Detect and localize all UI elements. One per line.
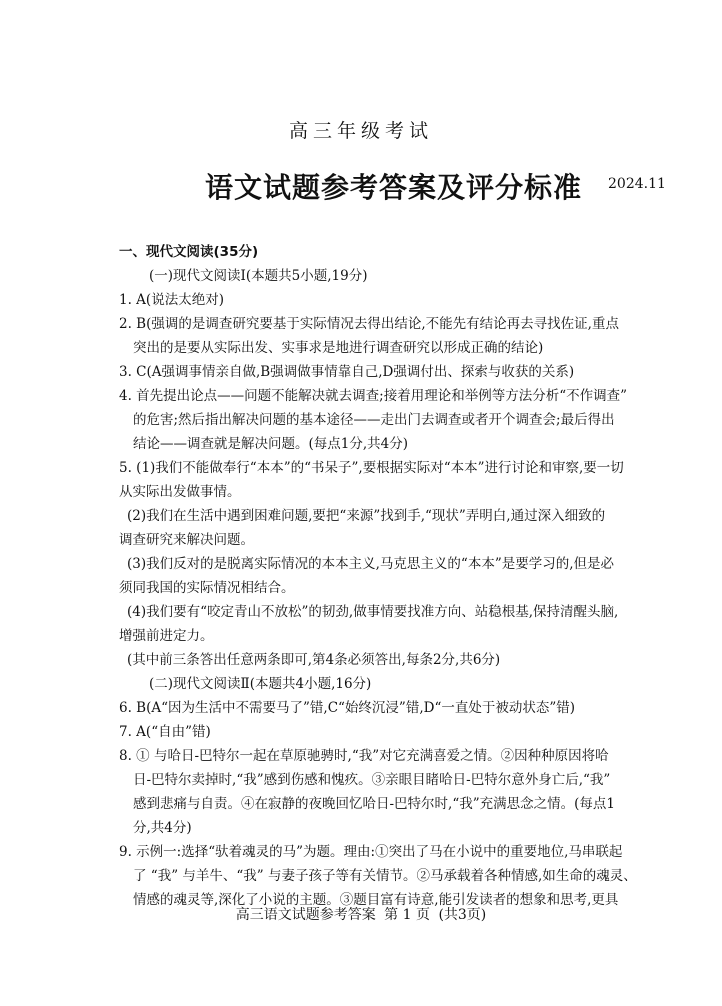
answer-q8-line: 8. ① 与哈日-巴特尔一起在草原驰骋时,“我”对它充满喜爱之情。②因种种原因将哈 [119,748,609,764]
footer-label: 高三语文试题参考答案 [235,907,376,923]
subsection-heading: (一)现代文阅读Ⅰ(本题共5小题,19分) [149,268,368,284]
exam-date: 2024.11 [608,176,666,192]
footer-page-number: 第 1 页 [384,907,430,923]
answer-q9-line: 9. 示例一:选择“驮着魂灵的马”为题。理由:①突出了马在小说中的重要地位,马串联起 [119,844,623,860]
answer-q5-line: 增强前进定力。 [119,628,214,644]
answer-q3: 3. C(A强调事情亲自做,B强调做事情靠自己,D强调付出、探索与收获的关系) [119,364,575,380]
answer-q5-line: (4)我们要有“咬定青山不放松”的韧劲,做事情要找准方向、站稳根基,保持清醒头脑, [127,604,619,620]
answer-content [119,240,664,912]
answer-q7: 7. A(“自由”错) [119,724,211,740]
answer-q5-line: 调查研究来解决问题。 [119,532,254,548]
answer-q5-line: 从实际出发做事情。 [119,484,241,500]
answer-q4-line: 结论——调查就是解决问题。(每点1分,共4分) [133,436,409,452]
answer-q5-line: (2)我们在生活中遇到困难问题,要把“来源”找到手,“现状”弄明白,通过深入细致的 [127,508,606,524]
answer-q8-line: 分,共4分) [133,820,192,836]
subsection-heading: (二)现代文阅读Ⅱ(本题共4小题,16分) [149,676,372,692]
page-title: 语文试题参考答案及评分标准 [205,171,583,204]
answer-q8-line: 日-巴特尔卖掉时,“我”感到伤感和愧疚。③亲眼目睹哈日-巴特尔意外身亡后,“我” [133,772,611,788]
answer-q5-line: (3)我们反对的是脱离实际情况的本本主义,马克思主义的“本本”是要学习的,但是必 [127,556,615,572]
page-footer [0,904,722,924]
footer-total-pages: (共3页) [438,907,487,923]
answer-q2-line: 2. B(强调的是调查研究要基于实际情况去得出结论,不能先有结论再去寻找佐证,重点 [119,316,619,332]
answer-q5-line: 5. (1)我们不能做奉行“本本”的“书呆子”,要根据实际对“本本”进行讨论和审察,要一切 [119,460,624,476]
answer-q5-line: 须同我国的实际情况相结合。 [119,580,295,596]
answer-q4-line: 的危害;然后指出解决问题的基本途径——走出门去调查或者开个调查会;最后得出 [133,412,615,428]
answer-q9-line: 情感的魂灵等,深化了小说的主题。③题目富有诗意,能引发读者的想象和思考,更具 [133,892,619,908]
exam-header: 高三年级考试 [288,120,433,142]
answer-q8-line: 感到悲痛与自责。④在寂静的夜晚回忆哈日-巴特尔时,“我”充满思念之情。(每点1 [133,796,616,812]
answer-q5-line: (其中前三条答出任意两条即可,第4条必须答出,每条2分,共6分) [127,652,501,668]
answer-q9-line: 了 “我” 与羊牛、“我” 与妻子孩子等有关情节。②马承载着各种情感,如生命的魂灵、 [133,868,637,884]
section-heading: 一、现代文阅读(35分) [119,244,259,260]
answer-q6: 6. B(A“因为生活中不需要马了”错,C“始终沉浸”错,D“一直处于被动状态”错) [119,700,576,716]
answer-q2-line: 突出的是要从实际出发、实事求是地进行调查研究以形成正确的结论) [133,340,544,356]
answer-q1: 1. A(说法太绝对) [119,292,224,308]
answer-q4-line: 4. 首先提出论点——问题不能解决就去调查;接着用理论和举例等方法分析“不作调查” [119,388,628,404]
